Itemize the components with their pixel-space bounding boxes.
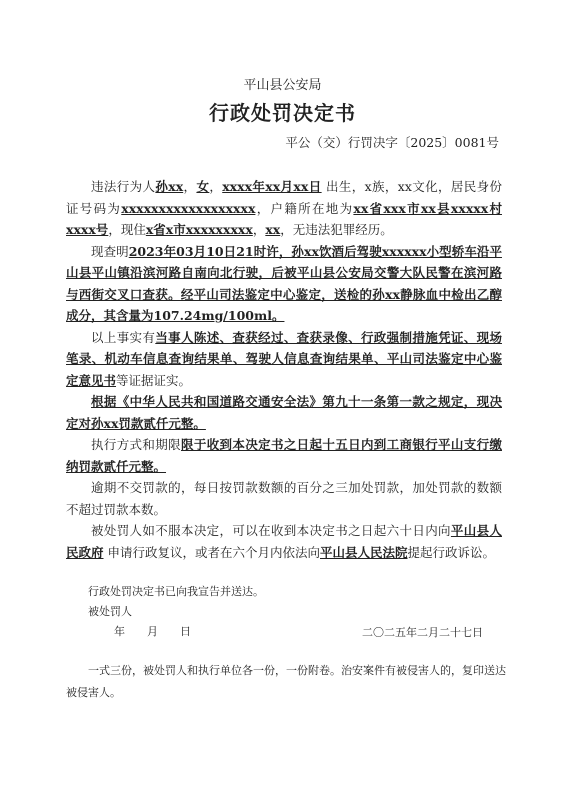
execution-paragraph: [66, 434, 502, 477]
document-body: [66, 176, 502, 563]
review-authority: 平山县人民政府: [66, 523, 502, 560]
appeal-paragraph: [66, 520, 502, 563]
text: 出生，x族，xx文化，居民身份证号码为: [66, 179, 502, 216]
decision-paragraph: [66, 391, 502, 434]
court-name: 平山县人民法院: [320, 544, 408, 560]
text: 现查明: [91, 243, 129, 259]
receipt-statement: 行政处罚决定书已向我宣告并送达。: [88, 585, 264, 598]
facts-text: 2023年03月10日21时许，孙xx饮酒后驾驶xxxxxx小型轿车沿平山县平山镇沿滨河路自南向北行驶，后被平山县公安局交警大队民警在滨河路与西街交叉口查获。经平山司法鉴定中心鉴定，送检的孙xx静脉血中检出乙醇成分，其含量为107.24mg/100ml。: [66, 243, 502, 323]
text: ，现住: [108, 222, 146, 237]
text: 提起行政诉讼。: [407, 544, 496, 560]
offender-name: 孙xx: [155, 179, 184, 194]
document-title: 行政处罚决定书: [209, 101, 356, 125]
text: ，户籍所在地为: [255, 200, 354, 216]
text: 违法行为人: [91, 179, 156, 194]
text: ，无违法犯罪经历。: [280, 222, 393, 237]
issuing-agency: 平山县公安局: [243, 78, 322, 93]
text: 等证据证实。: [116, 372, 192, 388]
recipient-label: 被处罚人: [88, 605, 132, 618]
execution-method: 限于收到本决定书之日起十五日内到工商银行平山支行缴纳罚款贰仟元整。: [66, 437, 502, 474]
offender-dob: xxxx年xx月xx日: [222, 179, 322, 194]
offender-id-number: xxxxxxxxxxxxxxxxxx: [121, 200, 256, 216]
text: 以上事实有: [91, 329, 156, 345]
facts-paragraph: [66, 241, 502, 327]
text: ，: [183, 179, 197, 194]
text: 执行方式和期限: [91, 437, 181, 452]
offender-gender: 女: [196, 179, 210, 194]
text: ，: [252, 222, 266, 237]
offender-phone: xx: [265, 222, 281, 237]
text: ，: [209, 179, 223, 194]
evidence-list: 当事人陈述、查获经过、查获录像、行政强制措施凭证、现场笔录、机动车信息查询结果单、驾驶人信息查询结果单、平山司法鉴定中心鉴定意见书: [66, 329, 502, 388]
offender-info-paragraph: [66, 176, 502, 241]
offender-domicile: xx省xxx市xx县xxxxx村xxxx号: [66, 200, 502, 237]
offender-residence: x省x市xxxxxxxxx: [145, 222, 253, 237]
receipt-acknowledgement: [88, 582, 264, 642]
document-number: 平公（交）行罚决字〔2025〕0081号: [285, 135, 499, 150]
text: 被处罚人如不服本决定，可以在收到本决定书之日起六十日内向: [91, 523, 451, 538]
issue-date: 二〇二五年二月二十七日: [362, 626, 483, 639]
decision-text: 根据《中华人民共和国道路交通安全法》第九十一条第一款之规定，现决定对孙xx罚款贰仟元整。: [66, 394, 502, 431]
evidence-paragraph: [66, 327, 502, 392]
text: 申请行政复议，或者在六个月内依法向: [103, 544, 320, 560]
receipt-date-blank: 年 月 日: [114, 625, 191, 638]
footer-note: 一式三份，被处罚人和执行单位各一份，一份附卷。治安案件有被侵害人的，复印送达被侵害人。: [66, 664, 506, 699]
late-fee-paragraph: 逾期不交罚款的，每日按罚款数额的百分之三加处罚款，加处罚款的数额不超过罚款本数。: [66, 480, 502, 517]
